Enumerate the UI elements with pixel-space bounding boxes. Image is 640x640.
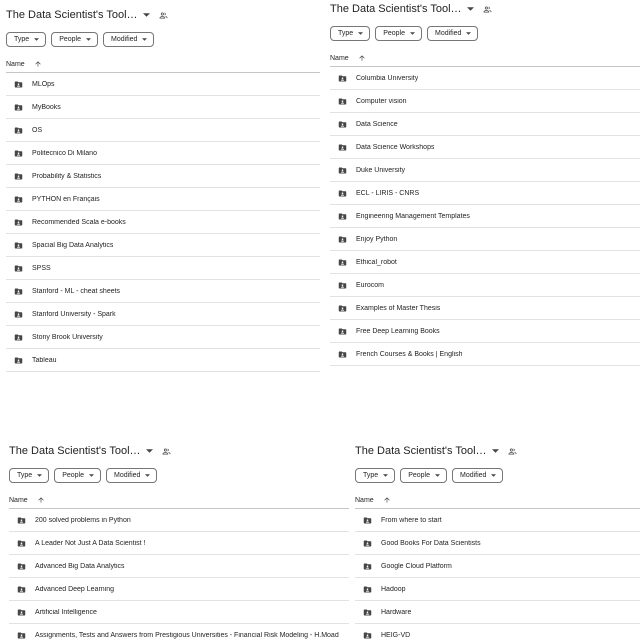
folder-row[interactable] <box>6 280 320 303</box>
folder-row[interactable] <box>330 251 640 274</box>
shared-folder-icon <box>338 258 347 267</box>
list-header <box>6 56 320 73</box>
chip-label: Modified <box>113 472 141 479</box>
folder-title[interactable]: The Data Scientist's Tool… <box>355 445 487 457</box>
chip-label: Modified <box>459 472 487 479</box>
arrow-up-icon[interactable] <box>358 54 366 62</box>
folder-list <box>0 73 320 372</box>
folder-list <box>324 67 640 366</box>
folder-row[interactable] <box>9 509 350 532</box>
chevron-down-icon <box>491 474 496 477</box>
shared-folder-icon <box>14 80 23 89</box>
folder-name: 200 solved problems in Python <box>35 516 131 524</box>
chip-label: People <box>62 472 84 479</box>
chevron-down-icon[interactable] <box>467 7 474 11</box>
folder-row[interactable] <box>6 234 320 257</box>
folder-row[interactable] <box>330 113 640 136</box>
chevron-down-icon <box>383 474 388 477</box>
folder-name: SPSS <box>32 264 51 272</box>
shared-folder-icon <box>14 195 23 204</box>
shared-folder-icon <box>363 585 372 594</box>
folder-name: Spacial Big Data Analytics <box>32 241 114 249</box>
name-column-header[interactable]: Name <box>6 60 25 68</box>
shared-folder-icon <box>14 241 23 250</box>
chevron-down-icon <box>86 38 91 41</box>
folder-list <box>349 509 640 640</box>
name-column-header[interactable]: Name <box>9 496 28 504</box>
folder-row[interactable] <box>330 320 640 343</box>
chevron-down-icon <box>37 474 42 477</box>
folder-name: Data Science Workshops <box>356 143 435 151</box>
shared-folder-icon <box>17 585 26 594</box>
folder-row[interactable] <box>330 343 640 366</box>
chip-label: People <box>408 472 430 479</box>
folder-name: Columbia University <box>356 74 419 82</box>
shared-folder-icon <box>17 516 26 525</box>
shared-folder-icon <box>338 166 347 175</box>
people-filter-chip[interactable] <box>400 468 447 483</box>
chevron-down-icon <box>410 32 415 35</box>
folder-row[interactable] <box>330 228 640 251</box>
folder-title[interactable]: The Data Scientist's Tool… <box>6 9 138 21</box>
folder-name: Ethical_robot <box>356 258 397 266</box>
type-filter-chip[interactable] <box>6 32 46 47</box>
shared-folder-icon <box>14 356 23 365</box>
folder-row[interactable] <box>330 205 640 228</box>
folder-row[interactable] <box>6 303 320 326</box>
folder-name: From where to start <box>381 516 442 524</box>
chevron-down-icon <box>358 32 363 35</box>
folder-row[interactable] <box>6 257 320 280</box>
folder-row[interactable] <box>6 349 320 372</box>
folder-row[interactable] <box>9 601 350 624</box>
folder-name: Recommended Scala e-books <box>32 218 126 226</box>
folder-name: Stanford University - Spark <box>32 310 116 318</box>
folder-name: ECL - LIRIS - CNRS <box>356 189 420 197</box>
folder-title-bar <box>349 441 640 461</box>
arrow-up-icon[interactable] <box>34 60 42 68</box>
shared-folder-icon <box>363 631 372 640</box>
shared-folder-icon <box>338 189 347 198</box>
shared-folder-icon <box>363 608 372 617</box>
shared-people-icon[interactable] <box>159 11 168 20</box>
chip-label: People <box>59 36 81 43</box>
people-filter-chip[interactable] <box>375 26 422 41</box>
shared-folder-icon <box>14 287 23 296</box>
drive-folder-panel <box>349 436 640 640</box>
shared-folder-icon <box>338 212 347 221</box>
folder-row[interactable] <box>330 297 640 320</box>
folder-row[interactable] <box>9 624 350 640</box>
folder-row[interactable] <box>9 555 350 578</box>
folder-title-bar <box>324 0 640 19</box>
folder-row[interactable] <box>6 119 320 142</box>
list-header <box>330 50 640 67</box>
shared-folder-icon <box>17 539 26 548</box>
name-column-header[interactable]: Name <box>355 496 374 504</box>
type-filter-chip[interactable] <box>355 468 395 483</box>
shared-folder-icon <box>14 264 23 273</box>
shared-folder-icon <box>338 350 347 359</box>
chevron-down-icon[interactable] <box>492 449 499 453</box>
folder-row[interactable] <box>6 96 320 119</box>
modified-filter-chip[interactable] <box>103 32 154 47</box>
folder-name: Duke University <box>356 166 406 174</box>
folder-row[interactable] <box>330 67 640 90</box>
folder-name: Tableau <box>32 356 57 364</box>
folder-name: Good Books For Data Scientists <box>381 539 481 547</box>
folder-row[interactable] <box>355 509 640 532</box>
shared-folder-icon <box>17 608 26 617</box>
chevron-down-icon <box>89 474 94 477</box>
folder-name: Stanford - ML - cheat sheets <box>32 287 121 295</box>
shared-folder-icon <box>17 631 26 640</box>
chevron-down-icon[interactable] <box>143 13 150 17</box>
drive-folder-panel <box>0 0 320 373</box>
folder-row[interactable] <box>355 555 640 578</box>
people-filter-chip[interactable] <box>51 32 98 47</box>
folder-name: Politecnico Di Milano <box>32 149 97 157</box>
folder-row[interactable] <box>6 326 320 349</box>
chip-label: Type <box>338 30 354 37</box>
shared-folder-icon <box>14 310 23 319</box>
shared-folder-icon <box>363 516 372 525</box>
type-filter-chip[interactable] <box>9 468 49 483</box>
shared-folder-icon <box>338 74 347 83</box>
modified-filter-chip[interactable] <box>106 468 157 483</box>
chevron-down-icon <box>466 32 471 35</box>
folder-row[interactable] <box>6 142 320 165</box>
folder-title-bar <box>0 5 320 25</box>
shared-people-icon[interactable] <box>508 447 517 456</box>
chevron-down-icon <box>142 38 147 41</box>
shared-folder-icon <box>338 304 347 313</box>
shared-folder-icon <box>14 149 23 158</box>
folder-name: A Leader Not Just A Data Scientist ! <box>35 539 146 547</box>
folder-name: Probability & Statistics <box>32 172 102 180</box>
shared-folder-icon <box>14 126 23 135</box>
folder-name: Data Science <box>356 120 398 128</box>
chevron-down-icon <box>145 474 150 477</box>
drive-folder-panel <box>3 436 350 640</box>
chip-label: People <box>383 30 405 37</box>
folder-title[interactable]: The Data Scientist's Tool… <box>9 445 141 457</box>
shared-people-icon[interactable] <box>162 447 171 456</box>
folder-name: Examples of Master Thesis <box>356 304 441 312</box>
filter-chips <box>3 468 350 483</box>
modified-filter-chip[interactable] <box>427 26 478 41</box>
folder-name: Stony Brook University <box>32 333 103 341</box>
chevron-down-icon <box>435 474 440 477</box>
shared-folder-icon <box>14 103 23 112</box>
folder-row[interactable] <box>330 159 640 182</box>
name-column-header[interactable]: Name <box>330 54 349 62</box>
drive-folder-panel <box>324 0 640 367</box>
shared-folder-icon <box>338 143 347 152</box>
chevron-down-icon[interactable] <box>146 449 153 453</box>
folder-row[interactable] <box>355 601 640 624</box>
filter-chips <box>349 468 640 483</box>
folder-name: OS <box>32 126 43 134</box>
folder-row[interactable] <box>355 578 640 601</box>
folder-name: MLOps <box>32 80 55 88</box>
chip-label: Type <box>17 472 33 479</box>
shared-folder-icon <box>14 218 23 227</box>
shared-folder-icon <box>338 120 347 129</box>
folder-row[interactable] <box>330 90 640 113</box>
folder-row[interactable] <box>355 624 640 640</box>
chip-label: Type <box>363 472 379 479</box>
folder-row[interactable] <box>9 532 350 555</box>
folder-name: Engineering Management Templates <box>356 212 470 220</box>
type-filter-chip[interactable] <box>330 26 370 41</box>
shared-folder-icon <box>14 333 23 342</box>
folder-name: Enjoy Python <box>356 235 398 243</box>
list-header <box>355 492 640 509</box>
arrow-up-icon[interactable] <box>383 496 391 504</box>
folder-row[interactable] <box>6 188 320 211</box>
filter-chips <box>324 26 640 41</box>
shared-folder-icon <box>363 539 372 548</box>
list-header <box>9 492 350 509</box>
shared-people-icon[interactable] <box>483 5 492 14</box>
folder-row[interactable] <box>330 136 640 159</box>
folder-row[interactable] <box>330 182 640 205</box>
folder-row[interactable] <box>6 211 320 234</box>
shared-folder-icon <box>363 562 372 571</box>
chip-label: Type <box>14 36 30 43</box>
folder-name: Assignments, Tests and Answers from Prestigious Universities - Financial Risk Modeling - H.Moad <box>35 631 339 639</box>
shared-folder-icon <box>338 327 347 336</box>
shared-folder-icon <box>338 281 347 290</box>
folder-name: Advanced Deep Learning <box>35 585 115 593</box>
folder-row[interactable] <box>6 73 320 96</box>
filter-chips <box>0 32 320 47</box>
folder-name: MyBooks <box>32 103 61 111</box>
folder-name: Hardware <box>381 608 412 616</box>
folder-name: Eurocom <box>356 281 385 289</box>
folder-name: Hadoop <box>381 585 406 593</box>
folder-row[interactable] <box>9 578 350 601</box>
folder-list <box>3 509 350 640</box>
people-filter-chip[interactable] <box>54 468 101 483</box>
folder-name: Artificial Intelligence <box>35 608 97 616</box>
folder-name: Free Deep Learning Books <box>356 327 440 335</box>
modified-filter-chip[interactable] <box>452 468 503 483</box>
folder-row[interactable] <box>6 165 320 188</box>
folder-name: Advanced Big Data Analytics <box>35 562 125 570</box>
arrow-up-icon[interactable] <box>37 496 45 504</box>
folder-name: Computer vision <box>356 97 407 105</box>
shared-folder-icon <box>14 172 23 181</box>
folder-name: French Courses & Books | English <box>356 350 463 358</box>
chip-label: Modified <box>110 36 138 43</box>
chip-label: Modified <box>434 30 462 37</box>
folder-title[interactable]: The Data Scientist's Tool… <box>330 3 462 15</box>
folder-name: Google Cloud Platform <box>381 562 452 570</box>
folder-row[interactable] <box>330 274 640 297</box>
shared-folder-icon <box>338 97 347 106</box>
folder-row[interactable] <box>355 532 640 555</box>
folder-title-bar <box>3 441 350 461</box>
shared-folder-icon <box>17 562 26 571</box>
folder-name: HEIG-VD <box>381 631 411 639</box>
chevron-down-icon <box>34 38 39 41</box>
shared-folder-icon <box>338 235 347 244</box>
folder-name: PYTHON en Français <box>32 195 100 203</box>
